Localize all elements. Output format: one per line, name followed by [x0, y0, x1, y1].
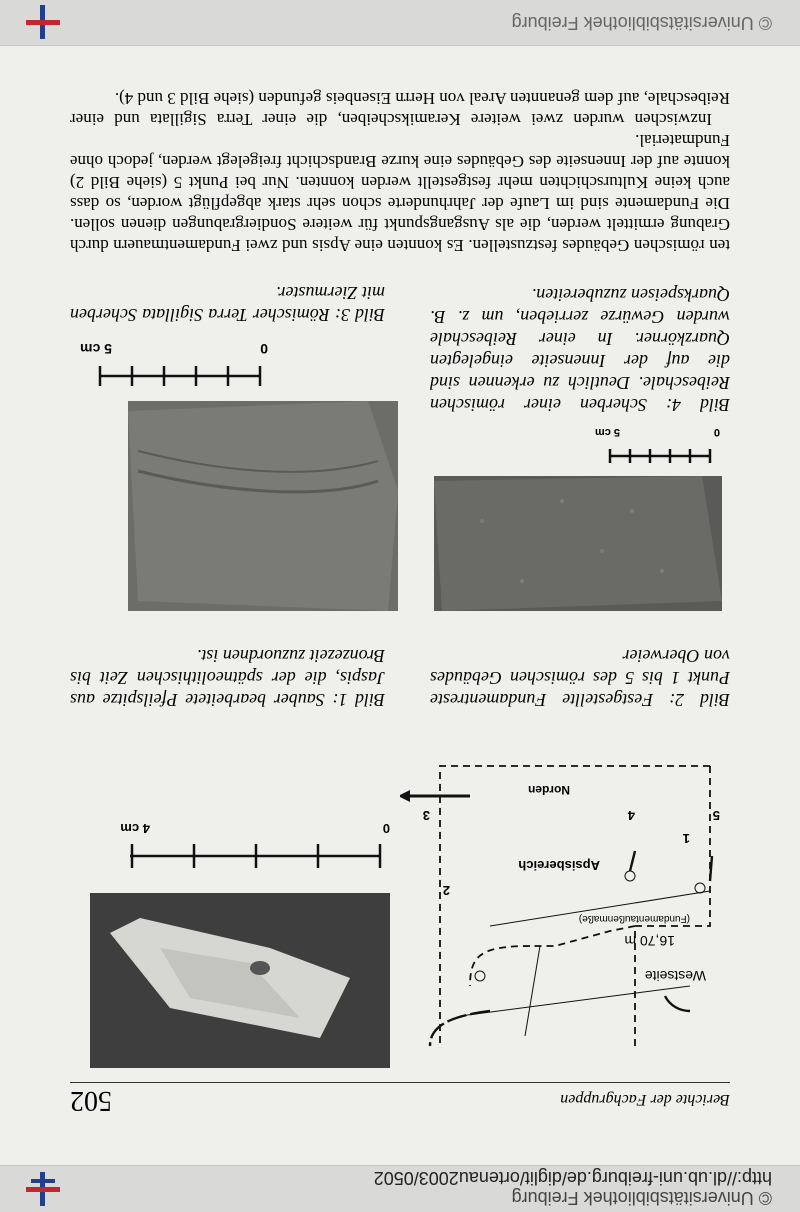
diagram-westseite: Westseite [644, 968, 706, 984]
figure3-caption: Bild 3: Römischer Terra Sigillata Scherben mit Ziermuster. [70, 283, 385, 325]
figure2-plan-diagram [400, 726, 730, 1066]
diagram-length: 16,70 m [624, 933, 675, 949]
figure4-caption: Bild 4: Scherben einer römischen Reibeschale. Deutlich zu erkennen sind die auf der Innenseite eingelegten Quarzkörner. In einer Reibeschale wurden Gewürze zerrieben, um z. B. Quarkspeisen zuzubereiten. [430, 285, 730, 415]
diagram-point-4: 4 [627, 808, 635, 823]
figure4-scale-zero: 0 [713, 426, 720, 438]
figure1-scale-zero: 0 [382, 821, 390, 836]
bottom-copyright-notice: © Universitätsbibliothek Freiburg [511, 13, 772, 33]
library-logo-icon [26, 1172, 60, 1206]
body-text [70, 88, 730, 256]
figure1-scale [90, 816, 390, 886]
body-paragraph-2: Inzwischen wurden zwei weitere Keramikscheiben, die einer Terra Sigillata und einer Reibeschale, auf dem genannten Areal von Herrn Eisenbeis gefunden (siehe Bild 3 und 4). [70, 89, 730, 129]
diagram-point-5: 5 [712, 808, 720, 823]
top-info-bar [0, 1165, 800, 1212]
bottom-info-bar [0, 0, 800, 46]
figure1-scale-end: 4 cm [120, 821, 150, 836]
copyright-notice: © Universitätsbibliothek Freiburg [511, 1188, 772, 1208]
diagram-point-3: 3 [422, 808, 430, 823]
diagram-apsis-label: Apsisbereich [518, 858, 600, 873]
figure3-scale-end: 5 cm [80, 341, 112, 357]
figure4-photo [434, 476, 722, 611]
figure2-caption: Bild 2: Festgestellte Fundamentreste Punkt 1 bis 5 des römischen Gebäudes von Oberweier [430, 646, 730, 710]
diagram-north-label: Norden [528, 783, 570, 797]
body-paragraph-1: ten römischen Gebäudes festzustellen. Es konnten eine Apsis und zwei Fundamentmauern durch Grabung ermittelt werden, die als Ausgangspunkt für weitere Sondiergrabungen dienen sollen. Die Fundamente sind im Laufe der Jahrhunderte schon sehr stark abgepflügt worden, so dass auch keine Kulturschichten mehr festgestellt werden konnten. Nur bei Punkt 5 (siehe Bild 2) konnte auf der Innenseite des Gebäudes eine kurze Brandschicht freigelegt werden, jedoch ohne Fundmaterial. [70, 131, 730, 255]
running-header: Berichte der Fachgruppen [560, 1091, 730, 1108]
figure1-caption: Bild 1: Sauber bearbeitete Pfeilspitze aus Jaspis, die der spätneolithischen Zeit bis Bronzezeit zuzuordnen ist. [70, 646, 385, 710]
figure3-scale-zero: 0 [260, 341, 268, 357]
figure4-scale [520, 421, 720, 471]
bottom-library-logo-icon [26, 5, 60, 39]
document-page [70, 66, 730, 1116]
source-url[interactable]: http://dl.ub.uni-freiburg.de/diglit/ortenau2003/0502 [373, 1168, 772, 1188]
figure3-photo [128, 401, 398, 611]
header-rule [70, 1082, 730, 1083]
diagram-point-1: 1 [682, 831, 690, 846]
diagram-length-note: (Fundamentaußenmaße) [578, 913, 690, 924]
page-number: 502 [70, 1085, 112, 1116]
diagram-point-2: 2 [442, 883, 450, 898]
figure4-scale-end: 5 cm [594, 426, 620, 438]
figure3-scale [70, 336, 290, 396]
figure1-photo [90, 893, 390, 1068]
